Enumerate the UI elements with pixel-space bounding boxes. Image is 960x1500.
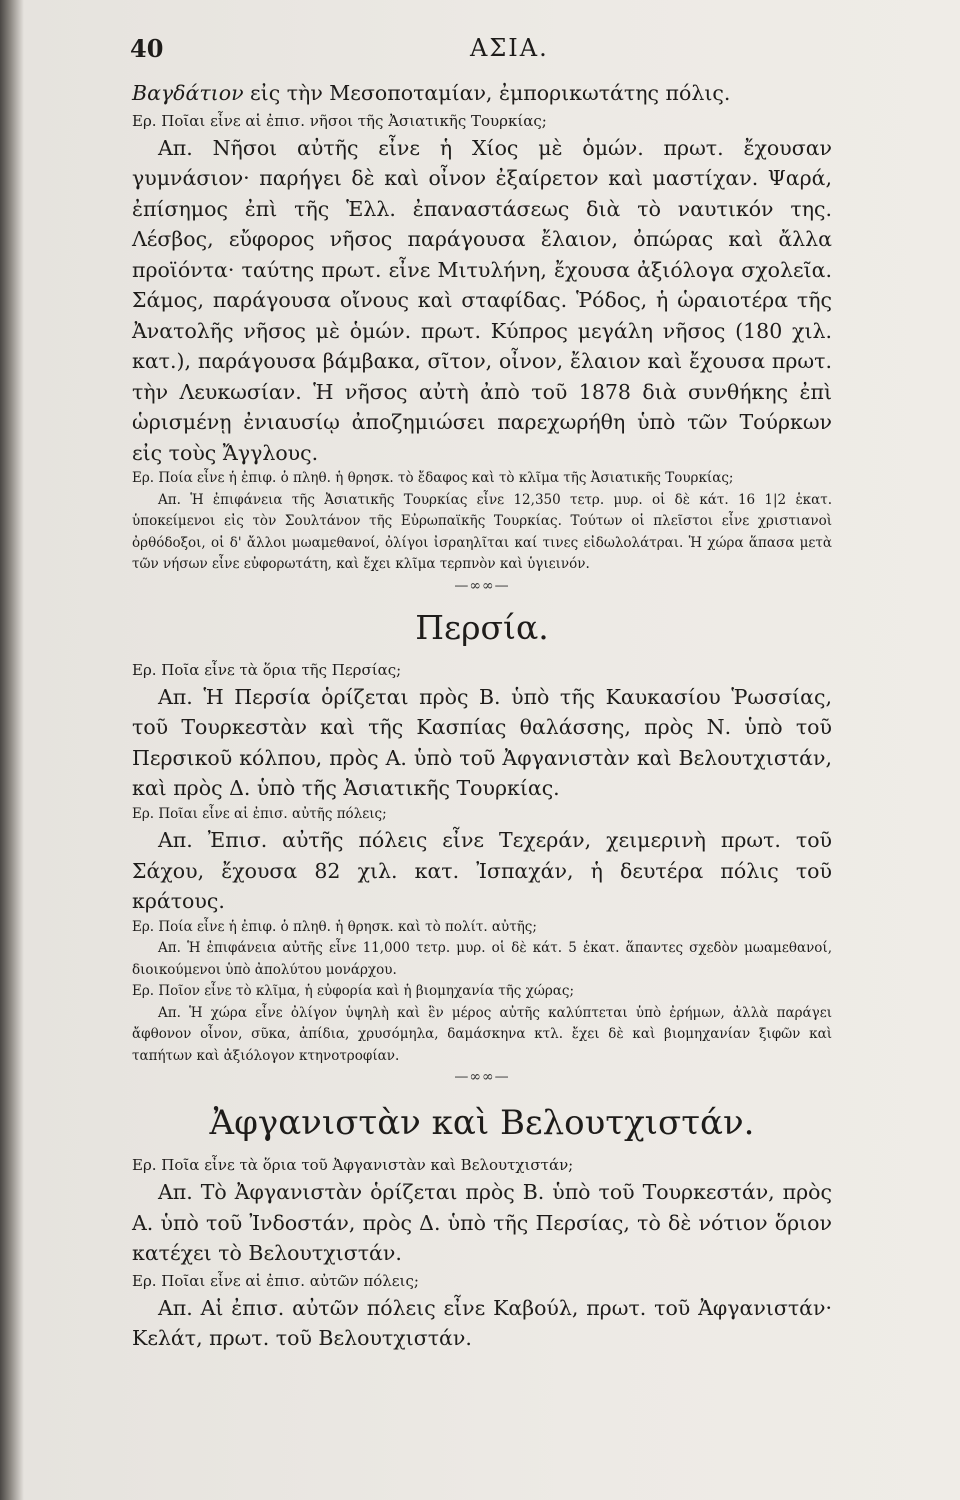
answer-islands: Απ. Νῆσοι αὐτῆς εἶνε ἡ Χίος μὲ ὁμών. πρωτ. ἔχουσαν γυμνάσιον· παρήγει δὲ καὶ οἶνον ἐξαίρετον καὶ μαστίχαν. Ψαρά, ἐπίσημος ἐπὶ τῆς Ἑλλ. ἐπαναστάσεως διὰ τὸ ναυτικόν της. Λέσβος, εὔφορος νῆσος παράγουσα ἔλαιον, ὀπώρας καὶ ἄλλα προϊόντα· ταύτης πρωτ. εἶνε Μιτυλήνη, ἔχουσα ἀξιόλογα σχολεῖα. Σάμος, παράγουσα οἴνους καὶ σταφίδας. Ῥόδος, ἡ ὡραιοτέρα τῆς Ἀνατολῆς νῆσος μὲ ὁμών. πρωτ. Κύπρος μεγάλη νῆσος (180 χιλ. κατ.), παράγουσα βάμβακα, σῖτον, οἶνον, ἔλαιον καὶ ἔχουσα πρωτ. τὴν Λευκωσίαν. Ἡ νῆσος αὐτὴ ἀπὸ τοῦ 1878 διὰ συνθήκης ἐπὶ ὡρισμένῃ ἐνιαυσίῳ ἀποζημιώσει παρεχωρήθη ὑπὸ τῶν Τούρκων εἰς τοὺς Ἄγγλους.: [132, 135, 832, 465]
running-head: ΑΣΙΑ.: [470, 34, 549, 62]
afghanistan-answer-borders: Απ. Τὸ Ἀφγανιστὰν ὁρίζεται πρὸς Β. ὑπὸ τοῦ Τουρκεστάν, πρὸς Α. ὑπὸ τοῦ Ἰνδοστάν, πρὸς Δ. ὑπὸ τῆς Περσίας, τὸ δὲ νότιον ὅριον κατέχει τὸ Βελουτχιστάν.: [132, 1180, 832, 1265]
question-islands: Ερ. Ποῖαι εἶνε αἱ ἐπισ. νῆσοι τῆς Ἀσιατικῆς Τουρκίας;: [132, 111, 547, 130]
answer-area: Απ. Ἡ ἐπιφάνεια τῆς Ἀσιατικῆς Τουρκίας εἶνε 12,350 τετρ. μυρ. οἱ δὲ κάτ. 16 1|2 ἑκατ. ὑποκείμενοι εἰς τὸν Σουλτάνον τῆς Εὐρωπαϊκῆς Τουρκίας. Τούτων οἱ πλεῖστοι εἶνε χριστιανοὶ ὀρθόδοξοι, οἱ δ' ἄλλοι μωαμεθανοί, ὀλίγοι ἰσραηλῖται καί τινες εἰδωλολάτραι. Ἡ χώρα ἅπασα μετὰ τῶν νήσων εἶνε εὐφορωτάτη, καὶ ἔχει κλῖμα τερπνὸν καὶ ὑγιεινόν.: [132, 491, 832, 572]
page-body: [132, 78, 832, 1354]
afghanistan-question-borders: Ερ. Ποῖα εἶνε τὰ ὅρια τοῦ Ἀφγανιστὰν καὶ Βελουτχιστάν;: [132, 1156, 574, 1174]
afghanistan-question-cities: Ερ. Ποῖαι εἶνε αἱ ἐπισ. αὐτῶν πόλεις;: [132, 1271, 419, 1290]
page-number: 40: [130, 34, 164, 63]
persia-question-cities: Ερ. Ποῖαι εἶνε αἱ ἐπισ. αὐτῆς πόλεις;: [132, 805, 387, 822]
question-area: Ερ. Ποία εἶνε ἡ ἐπιφ. ὁ πληθ. ἡ θρησκ. τὸ ἔδαφος καὶ τὸ κλῖμα τῆς Ἀσιατικῆς Τουρκίας;: [132, 470, 734, 486]
ornament-divider-2: —∞∞—: [454, 1069, 510, 1085]
afghanistan-heading: Ἀφγανιστὰν καὶ Βελουτχιστάν.: [209, 1103, 755, 1143]
persia-answer-climate: Απ. Ἡ χώρα εἶνε ὀλίγον ὑψηλὴ καὶ ἓν μέρος αὐτῆς καλύπτεται ὑπὸ ἐρήμων, ἀλλὰ παράγει ἄφθονον οἶνον, σῦκα, ἀπίδια, χρυσόμηλα, δαμάσκηνα κτλ. ἔχει δὲ καὶ βιομηχανίαν ξιφῶν καὶ ταπήτων καὶ ἀξιόλογον κτηνοτροφίαν.: [132, 1004, 832, 1064]
afghanistan-answer-cities: Απ. Αἱ ἐπισ. αὐτῶν πόλεις εἶνε Καβούλ, πρωτ. τοῦ Ἀφγανιστάν· Κελάτ, πρωτ. τοῦ Βελουτχιστάν.: [132, 1295, 832, 1350]
persia-question-climate: Ερ. Ποῖον εἶνε τὸ κλῖμα, ἡ εὐφορία καὶ ἡ βιομηχανία τῆς χώρας;: [132, 983, 574, 999]
persia-question-area: Ερ. Ποία εἶνε ἡ ἐπιφ. ὁ πληθ. ἡ θρησκ. καὶ τὸ πολίτ. αὐτῆς;: [132, 918, 537, 935]
turkey-intro: [132, 78, 832, 109]
intro-city: Βαγδάτιον: [132, 81, 244, 105]
persia-answer-cities: Απ. Ἐπισ. αὐτῆς πόλεις εἶνε Τεχεράν, χειμερινὴ πρωτ. τοῦ Σάχου, ἔχουσα 82 χιλ. κατ. Ἰσπαχάν, ἡ δευτέρα πόλις τοῦ κράτους.: [132, 828, 832, 913]
intro-rest: εἰς τὴν Μεσοποταμίαν, ἐμπορικωτάτης πόλις.: [243, 81, 731, 105]
persia-answer-borders: Απ. Ἡ Περσία ὁρίζεται πρὸς Β. ὑπὸ τῆς Καυκασίου Ῥωσσίας, τοῦ Τουρκεστὰν καὶ τῆς Κασπίας θαλάσσης, πρὸς Ν. ὑπὸ τοῦ Περσικοῦ κόλπου, πρὸς Α. ὑπὸ τοῦ Ἀφγανιστὰν καὶ Βελουτχιστάν, καὶ πρὸς Δ. ὑπὸ τῆς Ἀσιατικῆς Τουρκίας.: [132, 684, 832, 800]
persia-answer-area: Απ. Ἡ ἐπιφάνεια αὐτῆς εἶνε 11,000 τετρ. μυρ. οἱ δὲ κάτ. 5 ἑκατ. ἅπαντες σχεδὸν μωαμεθανοί, διοικούμενοι ὑπὸ ἀπολύτου μονάρχου.: [132, 940, 832, 978]
page-header: [130, 34, 930, 64]
persia-question-borders: Ερ. Ποῖα εἶνε τὰ ὅρια τῆς Περσίας;: [132, 660, 402, 679]
persia-heading: Περσία.: [415, 607, 549, 647]
ornament-divider: —∞∞—: [454, 577, 510, 594]
